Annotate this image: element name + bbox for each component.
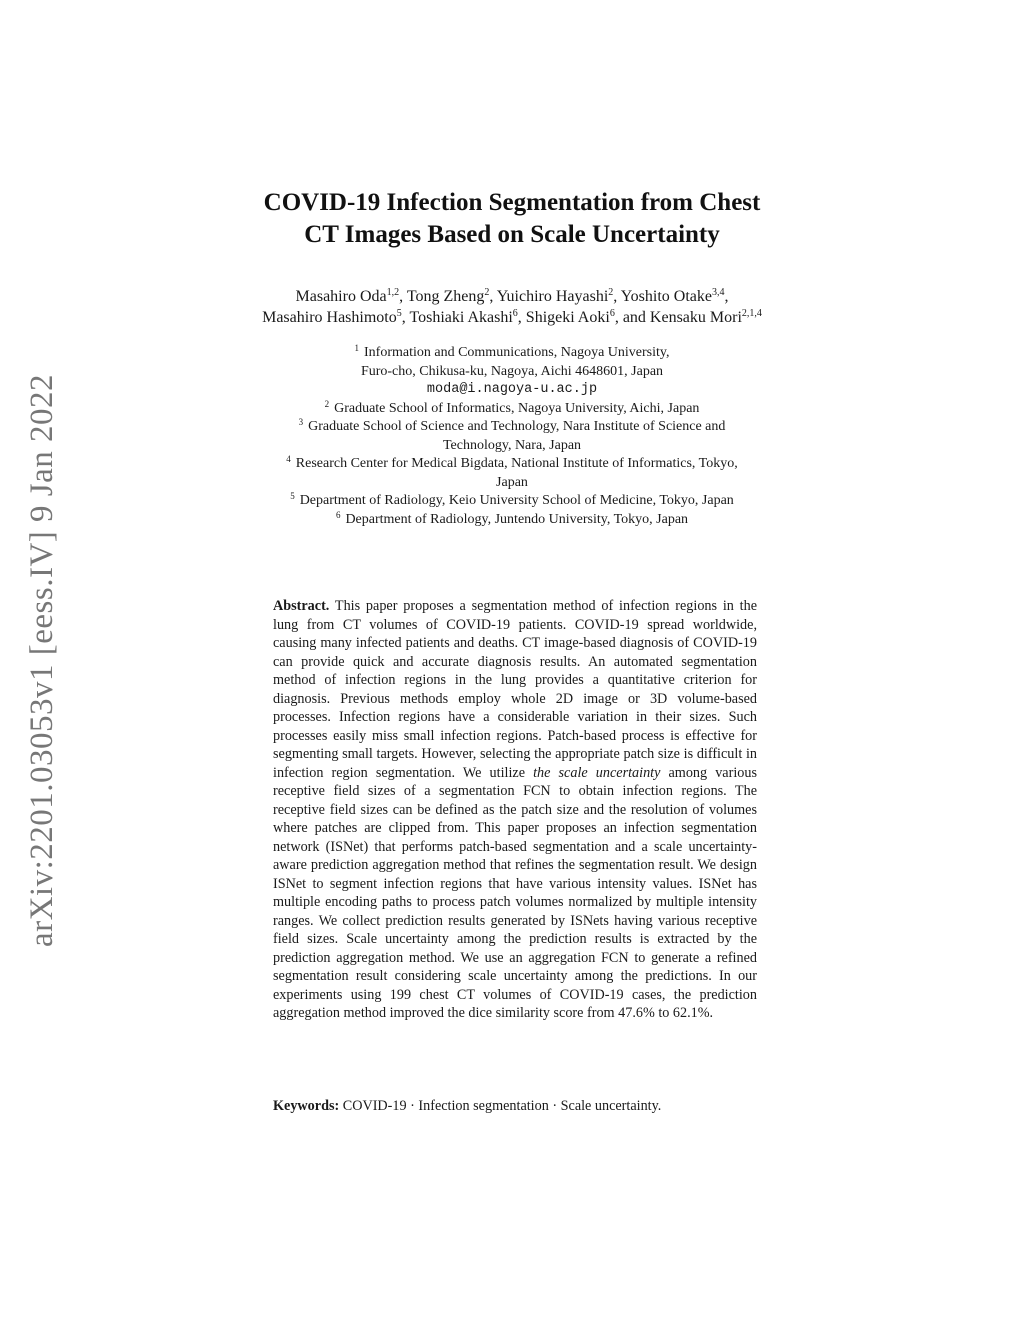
affiliation-5: $^5$ Department of Radiology, Keio University School of Medicine, Tokyo, Japan (290, 491, 734, 508)
author-name: Masahiro Hashimoto (262, 309, 397, 326)
abstract-label: Abstract. (273, 598, 330, 614)
author-name: Tong Zheng (406, 288, 485, 305)
affiliation-3: $^3$ Graduate School of Science and Technology, Nara Institute of Science and (298, 417, 726, 434)
paper-title (0, 187, 1024, 251)
author-list (0, 286, 1024, 328)
keywords-label: Keywords: (273, 1098, 340, 1114)
author-name: Toshiaki Akashi (409, 309, 513, 326)
author-affil-sup: 3,4 (711, 287, 725, 298)
affiliation-6: $^6$ Department of Radiology, Juntendo University, Tokyo, Japan (335, 509, 689, 527)
author-line-1: Masahiro Oda$^{1,2}$, Tong Zheng$^2$, Yuichiro Hayashi$^2$, Yoshito Otake$^{3,4}$, (295, 287, 729, 305)
author-name: Yuichiro Hayashi (496, 288, 609, 305)
author-affil-sup: 2 (608, 287, 614, 298)
affiliation-1: $^1$ Information and Communications, Nagoya University, (354, 343, 670, 360)
abstract (273, 597, 757, 1023)
contact-email[interactable]: moda@i.nagoya-u.ac.jp (426, 382, 598, 397)
author-affil-sup: 6 (512, 308, 518, 319)
author-name: and Kensaku Mori (622, 309, 742, 326)
abstract-italic-term: the scale uncertainty (533, 764, 661, 781)
author-affil-sup: 6 (609, 308, 615, 319)
author-line-2: Masahiro Hashimoto$^5$, Toshiaki Akashi$^6$, Shigeki Aoki$^6$, and Kensaku Mori$^{2,1,4}$ (262, 308, 762, 326)
title-line-1: COVID-19 Infection Segmentation from Chest (263, 189, 761, 216)
author-affil-sup: 1,2 (386, 287, 400, 298)
author-name: Masahiro Oda (295, 288, 387, 305)
author-affil-sup: 5 (396, 308, 402, 319)
author-affil-sup: 2,1,4 (741, 308, 762, 319)
affiliation-1-address: Furo-cho, Chikusa-ku, Nagoya, Aichi 4648601, Japan (360, 363, 664, 379)
title-line-2: CT Images Based on Scale Uncertainty (304, 221, 720, 248)
keywords (273, 1097, 757, 1116)
abstract-text-1: This paper proposes a segmentation method of infection regions in the lung from CT volumes of COVID-19 patients. COVID-19 spread worldwide, causing many infected patients and deaths. CT image-based diagnosis of COVID-19 can provide quick and accurate diagnosis results. An automated segmentation method of infection regions in the lung provides a quantitative criterion for diagnosis. Previous methods employ whole 2D image or 3D volume-based processes. Infection regions have a considerable variation in their sizes. Such processes easily miss small infection regions. Patch-based process is effective for segmenting small targets. However, selecting the appropriate patch size is difficult in infection region segmentation. We utilize (273, 598, 758, 781)
affiliation-4: $^4$ Research Center for Medical Bigdata, National Institute of Informatics, Tokyo, (286, 454, 738, 471)
abstract-text-2: among various receptive field sizes of a segmentation FCN to obtain infection regions. The receptive field sizes can be defined as the patch size and the resolution of volumes where patches are clipped from. This paper proposes an infection segmentation network (ISNet) that performs patch-based segmentation and a scale uncertainty-aware prediction aggregation method that refines the segmentation result. We design ISNet to segment infection regions that have various intensity values. ISNet has multiple encoding paths to process patch volumes normalized by multiple intensity ranges. We collect prediction results generated by ISNets having various receptive field sizes. Scale uncertainty among the prediction results is extracted by the prediction aggregation method. We use an aggregation FCN to generate a refined segmentation result considering scale uncertainty among the predictions. In our experiments using 199 chest CT volumes of COVID-19 cases, the prediction aggregation method improved the dice similarity score from 47.6% to 62.1%. (273, 764, 757, 1021)
affiliation-2: $^2$ Graduate School of Informatics, Nagoya University, Aichi, Japan (324, 398, 700, 416)
affiliation-3-cont: Technology, Nara, Japan (442, 437, 582, 453)
author-name: Yoshito Otake (620, 288, 712, 305)
keywords-text: COVID-19 · Infection segmentation · Scale uncertainty. (342, 1098, 662, 1114)
arxiv-id-text: arXiv:2201.03053v1 [eess.IV] 9 Jan 2022 (24, 373, 61, 947)
author-affil-sup: 2 (484, 287, 490, 298)
author-name: Shigeki Aoki (525, 309, 610, 326)
affiliations (0, 344, 1024, 529)
affiliation-4-cont: Japan (496, 474, 528, 490)
